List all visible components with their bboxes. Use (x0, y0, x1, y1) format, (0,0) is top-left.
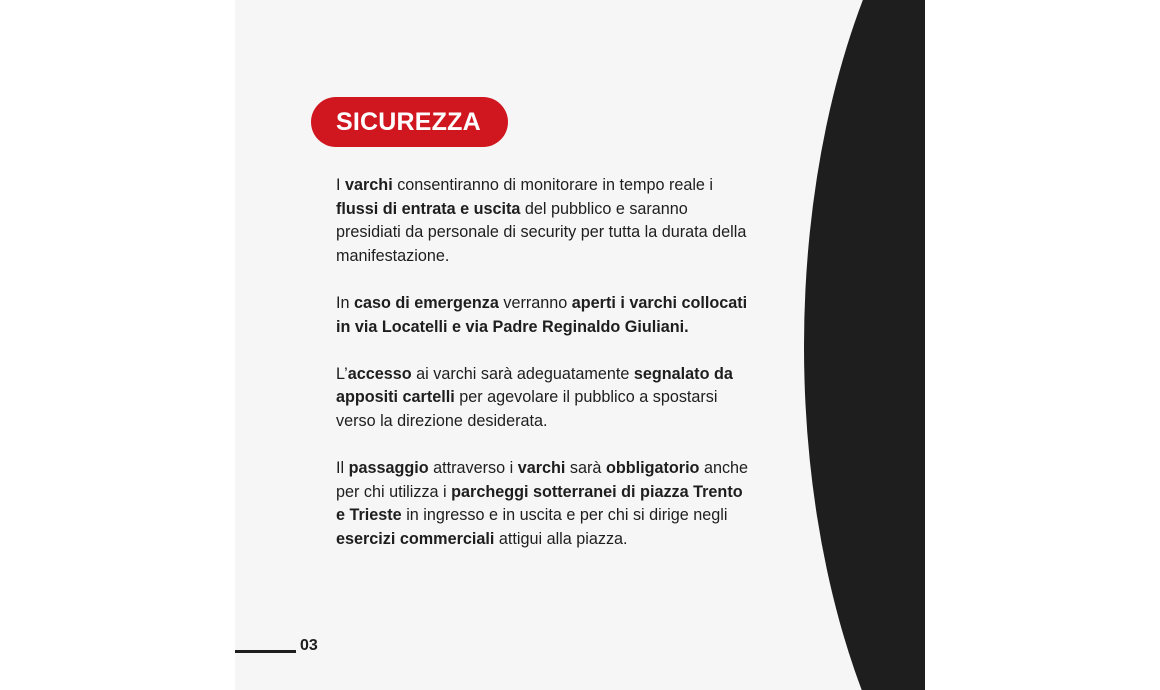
paragraph-varchi (336, 174, 756, 268)
paragraph-emergenza (336, 292, 756, 339)
section-title-badge (311, 97, 508, 147)
document-page (235, 0, 925, 690)
text-run: attigui alla piazza. (494, 529, 628, 548)
page-number-rule (235, 650, 296, 653)
body-text (336, 174, 756, 575)
bold-text-run: esercizi commerciali (336, 529, 495, 548)
bold-text-run: obbligatorio (605, 459, 700, 478)
paragraph-passaggio (336, 457, 756, 551)
page-number: 03 (300, 637, 318, 654)
bold-text-run: parcheggi sotterranei di piazza Trento e Trieste (336, 482, 743, 525)
section-title: SICUREZZA (336, 108, 481, 136)
text-run: ai varchi sarà adeguatamente (411, 364, 634, 383)
text-run: sarà (565, 459, 606, 478)
bold-text-run: varchi (517, 459, 566, 478)
bold-text-run: varchi (345, 176, 393, 194)
bold-text-run: flussi di entrata e uscita (336, 199, 521, 218)
paragraph-accesso (336, 363, 756, 434)
decorative-black-arc (804, 0, 925, 690)
text-run: Il (336, 459, 349, 478)
bold-text-run: passaggio (348, 459, 429, 478)
text-run: consentiranno di monitorare in tempo reale i (392, 176, 714, 194)
text-run: anche per chi utilizza i (336, 459, 749, 501)
text-run: attraverso i (428, 459, 518, 478)
text-run: per agevolare il pubblico a spostarsi verso la direzione desiderata. (336, 388, 718, 430)
bold-text-run: segnalato da appositi cartelli (336, 364, 733, 407)
text-run: I (336, 176, 345, 194)
text-run: del pubblico e saranno presidiati da personale di security per tutta la durata della manifestazione. (336, 199, 747, 265)
text-run: L’ (336, 364, 348, 383)
text-run: In (336, 293, 354, 312)
text-run: in ingresso e in uscita e per chi si dirige negli (401, 506, 728, 525)
bold-text-run: accesso (347, 364, 412, 383)
bold-text-run: aperti i varchi collocati in via Locatelli e via Padre Reginaldo Giuliani. (336, 293, 748, 336)
bold-text-run: caso di emergenza (354, 293, 499, 312)
text-run: verranno (498, 293, 572, 312)
